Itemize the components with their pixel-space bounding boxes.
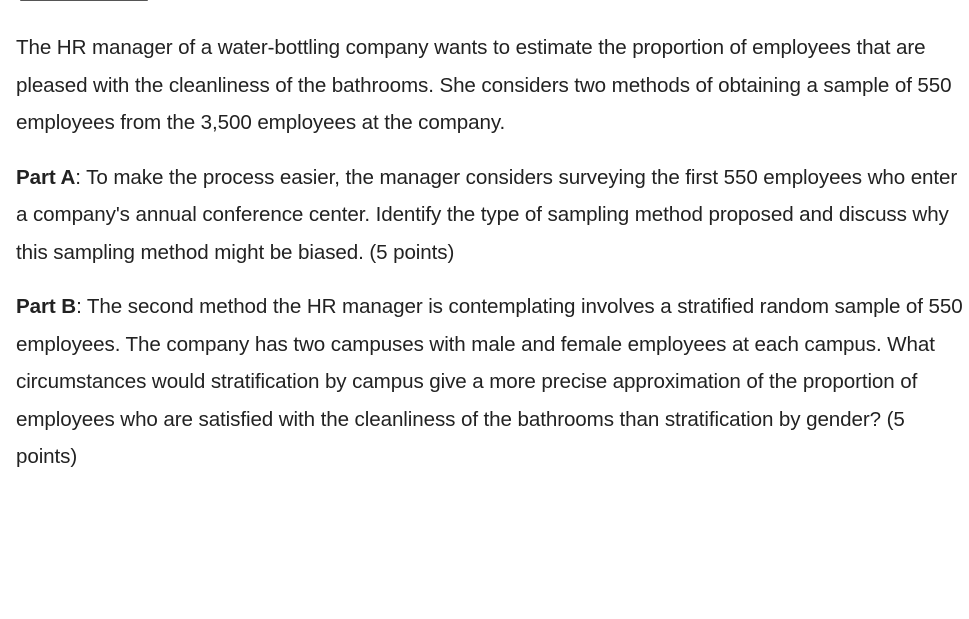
part-b-text: : The second method the HR manager is contemplating involves a stratified random sample of 550 employees. The company has two campuses with male and female employees at each campus. What circumstances would stratification by campus give a more precise approximation of the proportion of employees who are satisfied with the cleanliness of the bathrooms than stratification by gender? (5 points) (16, 295, 963, 468)
part-b-paragraph (16, 288, 964, 476)
cropped-text-fragment (20, 0, 148, 2)
part-a-paragraph (16, 159, 964, 272)
question-body (16, 29, 964, 476)
part-a-label: Part A (16, 165, 76, 189)
part-a-text: : To make the process easier, the manager considers surveying the first 550 employees who enter a company's annual conference center. Identify the type of sampling method proposed and discuss why this sampling method might be biased. (5 points) (16, 165, 958, 264)
intro-paragraph: The HR manager of a water-bottling company wants to estimate the proportion of employees that are pleased with the cleanliness of the bathrooms. She considers two methods of obtaining a sample of 550 employees from the 3,500 employees at the company. (16, 36, 952, 134)
part-b-label: Part B (16, 295, 77, 318)
